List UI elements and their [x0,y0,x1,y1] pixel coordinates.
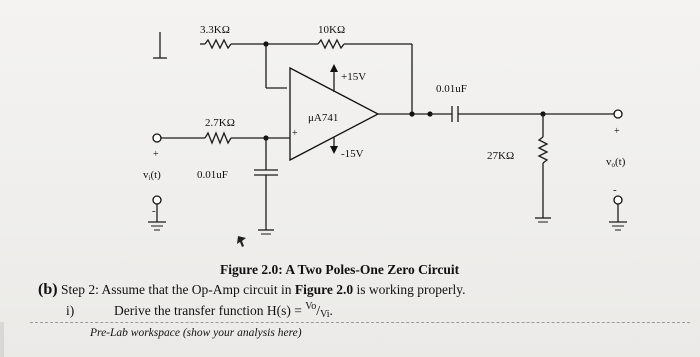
page-edge [0,322,4,357]
output-terminal-top [614,110,622,118]
resistor-3k3 [205,40,231,48]
resistor-27k [539,137,547,163]
input-terminal-top [153,134,161,142]
section-divider [30,322,690,323]
fraction-denominator: Vi [320,309,330,320]
workspace-note: Pre-Lab workspace (show your analysis here) [90,327,302,339]
step-text-before: Step 2: Assume that the Op-Amp circuit in [57,282,295,297]
figure-caption: Figure 2.0: A Two Poles-One Zero Circuit [220,262,460,277]
vout-label: vo(t) [606,156,626,169]
step-text-after: is working properly. [353,282,466,297]
vout-minus-sign: - [613,184,617,196]
vin-minus-sign: - [152,205,156,217]
part-label: (b) [38,281,58,298]
vout-plus-sign: + [614,126,620,137]
mouse-cursor-icon [237,236,246,247]
r1-label: 3.3KΩ [200,24,230,36]
c1-label: 0.01uF [197,169,228,181]
resistor-2k7 [205,133,231,143]
vpos-label: +15V [341,71,367,83]
vin-plus-sign: + [153,149,159,160]
resistor-10k [318,40,344,48]
vneg-label: -15V [341,148,364,160]
plus-input-sign: + [292,128,298,139]
figure-ref: Figure 2.0 [294,282,354,297]
vin-label: vi(t) [143,169,161,182]
fraction-numerator: Vo [305,301,317,312]
opamp-label: μA741 [308,112,339,124]
rl-label: 27KΩ [487,150,515,162]
input-terminal-bottom [153,196,161,204]
item-text: Derive the transfer function H(s) = $^{Vo}$/Vi. [114,301,333,320]
output-terminal-bottom [614,196,622,204]
r2-label: 2.7KΩ [205,117,235,129]
step-text [38,281,466,299]
item-number: i) [66,303,75,318]
c2-label: 0.01uF [436,83,467,95]
rf-label: 10KΩ [318,24,346,36]
